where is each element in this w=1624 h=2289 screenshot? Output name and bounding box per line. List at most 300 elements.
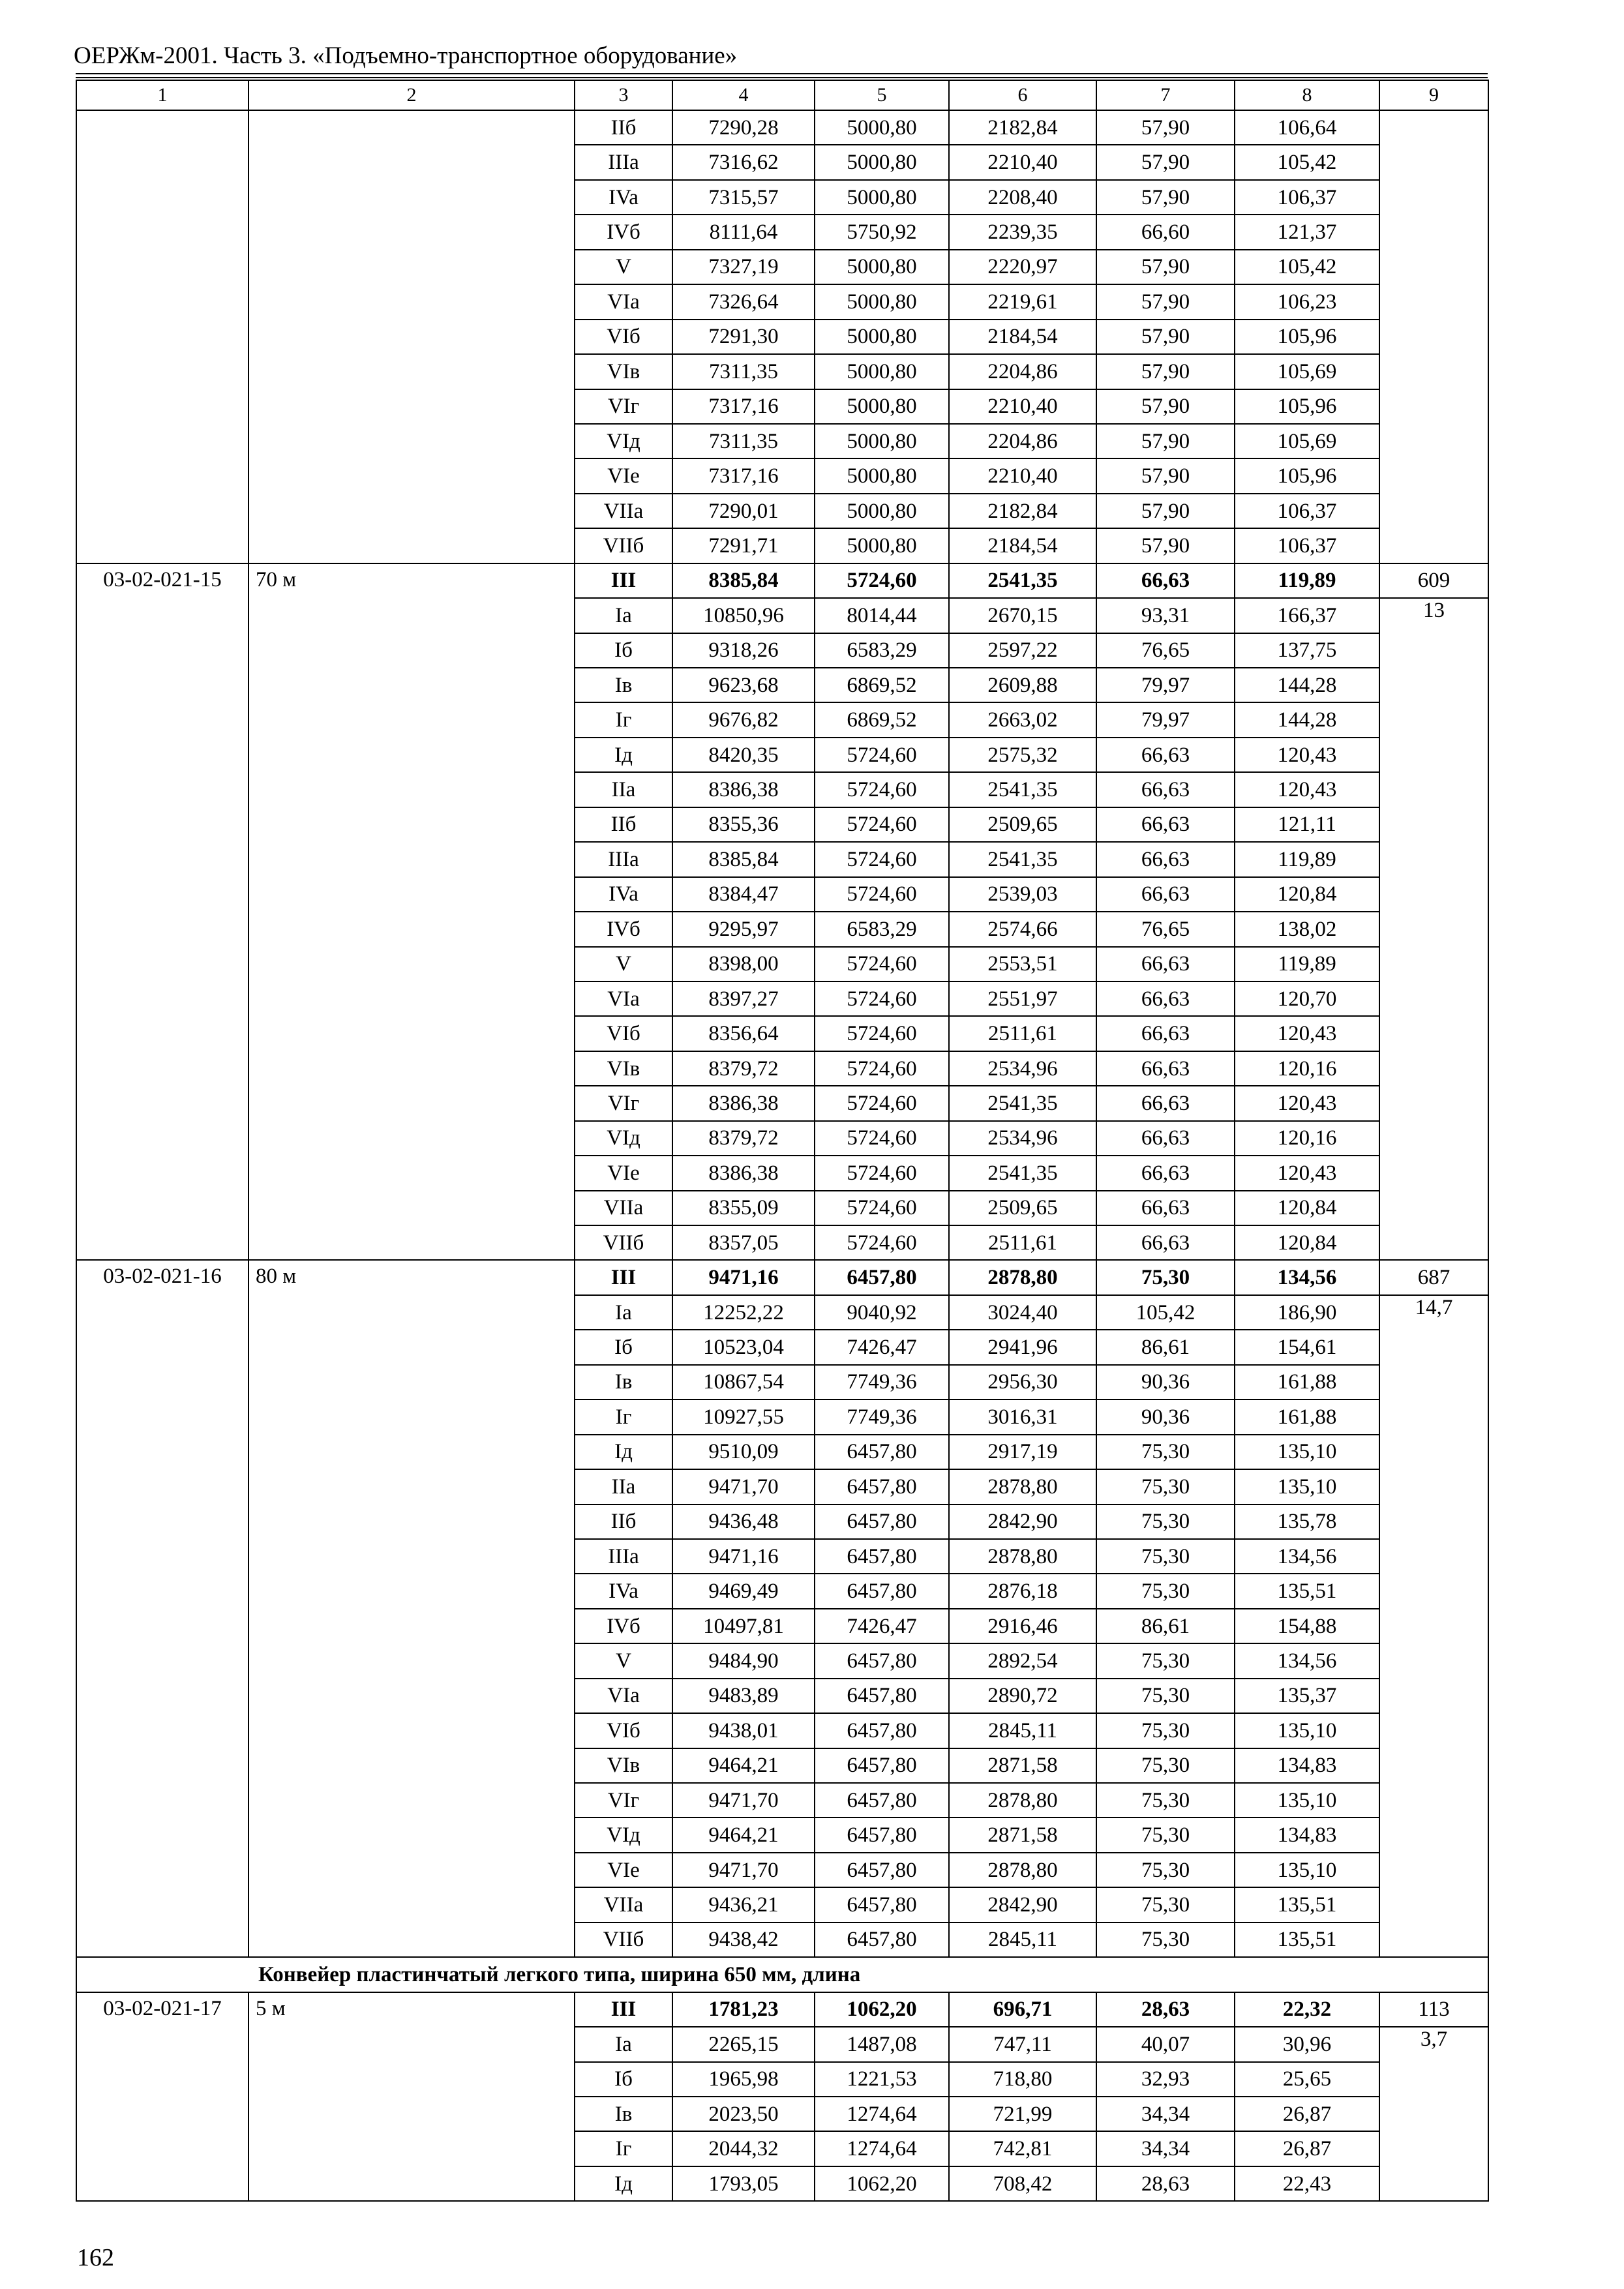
materials: 134,83 — [1235, 1748, 1379, 1783]
total-cost: 9318,26 — [672, 633, 815, 668]
materials: 135,10 — [1235, 1713, 1379, 1748]
total-cost: 7290,28 — [672, 110, 815, 145]
zone-code: Iд — [575, 738, 672, 772]
wages: 5724,60 — [815, 563, 949, 598]
zone-code: Ia — [575, 1295, 672, 1330]
machine-cost: 3016,31 — [949, 1399, 1096, 1434]
wages: 6457,80 — [815, 1748, 949, 1783]
wages: 6869,52 — [815, 668, 949, 702]
machine-cost: 2892,54 — [949, 1643, 1096, 1678]
driver-wages: 93,31 — [1096, 598, 1235, 633]
total-cost: 9436,21 — [672, 1887, 815, 1922]
machine-cost: 2541,35 — [949, 1156, 1096, 1190]
wages: 1221,53 — [815, 2062, 949, 2097]
materials: 120,43 — [1235, 1016, 1379, 1051]
materials: 166,37 — [1235, 598, 1379, 633]
driver-wages: 66,63 — [1096, 1121, 1235, 1156]
wages: 6457,80 — [815, 1679, 949, 1713]
wages: 6457,80 — [815, 1435, 949, 1469]
materials: 154,88 — [1235, 1609, 1379, 1643]
machine-cost: 2220,97 — [949, 250, 1096, 284]
total-cost: 9295,97 — [672, 912, 815, 946]
wages: 6457,80 — [815, 1887, 949, 1922]
header-rule — [76, 73, 1488, 74]
zone-code: VIб — [575, 1016, 672, 1051]
machine-hours: 14,7 — [1379, 1295, 1488, 1957]
total-cost: 9510,09 — [672, 1435, 815, 1469]
machine-cost: 2210,40 — [949, 389, 1096, 424]
zone-code: IVб — [575, 912, 672, 946]
wages: 9040,92 — [815, 1295, 949, 1330]
materials: 137,75 — [1235, 633, 1379, 668]
column-number: 5 — [815, 80, 949, 110]
total-cost: 7327,19 — [672, 250, 815, 284]
driver-wages: 66,63 — [1096, 981, 1235, 1016]
zone-code: VIв — [575, 1748, 672, 1783]
wages: 5750,92 — [815, 215, 949, 249]
zone-code: Iг — [575, 2131, 672, 2166]
zone-code: VIг — [575, 1783, 672, 1818]
driver-wages: 76,65 — [1096, 633, 1235, 668]
materials: 119,89 — [1235, 563, 1379, 598]
total-cost: 2023,50 — [672, 2097, 815, 2131]
zone-code: IIб — [575, 1504, 672, 1539]
materials: 135,10 — [1235, 1435, 1379, 1469]
wages: 8014,44 — [815, 598, 949, 633]
wages: 1062,20 — [815, 1992, 949, 2027]
total-cost: 7291,30 — [672, 320, 815, 354]
wages: 5724,60 — [815, 981, 949, 1016]
materials: 161,88 — [1235, 1365, 1379, 1399]
table-row — [76, 110, 1488, 145]
driver-wages: 75,30 — [1096, 1574, 1235, 1608]
materials: 105,69 — [1235, 424, 1379, 458]
driver-wages: 28,63 — [1096, 1992, 1235, 2027]
wages: 5724,60 — [815, 807, 949, 842]
materials: 105,69 — [1235, 354, 1379, 389]
machine-cost: 2574,66 — [949, 912, 1096, 946]
total-cost: 7317,16 — [672, 458, 815, 493]
zone-code: VIд — [575, 1121, 672, 1156]
zone-code: Iв — [575, 2097, 672, 2131]
driver-wages: 86,61 — [1096, 1330, 1235, 1364]
machine-cost: 2878,80 — [949, 1539, 1096, 1574]
empty-cell — [1379, 110, 1488, 563]
total-cost: 7311,35 — [672, 354, 815, 389]
rate-code: 03-02-021-17 — [76, 1992, 248, 2202]
materials: 121,11 — [1235, 807, 1379, 842]
table-body — [76, 80, 1488, 2201]
zone-code: IIa — [575, 1469, 672, 1504]
wages: 1062,20 — [815, 2166, 949, 2201]
zone-code: Ia — [575, 2027, 672, 2061]
machine-cost: 721,99 — [949, 2097, 1096, 2131]
zone-code: IIIa — [575, 145, 672, 179]
machine-cost: 3024,40 — [949, 1295, 1096, 1330]
materials: 120,70 — [1235, 981, 1379, 1016]
materials: 121,37 — [1235, 215, 1379, 249]
driver-wages: 66,63 — [1096, 842, 1235, 876]
table-row — [76, 1992, 1488, 2027]
materials: 25,65 — [1235, 2062, 1379, 2097]
driver-wages: 66,63 — [1096, 1225, 1235, 1260]
total-cost: 9483,89 — [672, 1679, 815, 1713]
machine-cost: 2878,80 — [949, 1853, 1096, 1887]
machine-cost: 2553,51 — [949, 947, 1096, 981]
wages: 1487,08 — [815, 2027, 949, 2061]
machine-cost: 2941,96 — [949, 1330, 1096, 1364]
rate-code — [76, 110, 248, 563]
zone-code: IIб — [575, 110, 672, 145]
driver-wages: 75,30 — [1096, 1748, 1235, 1783]
driver-wages: 75,30 — [1096, 1783, 1235, 1818]
machine-cost: 2609,88 — [949, 668, 1096, 702]
driver-wages: 75,30 — [1096, 1643, 1235, 1678]
driver-wages: 34,34 — [1096, 2131, 1235, 2166]
zone-code: IIa — [575, 772, 672, 807]
wages: 5724,60 — [815, 1016, 949, 1051]
materials: 106,37 — [1235, 180, 1379, 215]
wages: 5724,60 — [815, 1121, 949, 1156]
column-number: 3 — [575, 80, 672, 110]
wages: 6457,80 — [815, 1713, 949, 1748]
driver-wages: 75,30 — [1096, 1922, 1235, 1957]
driver-wages: 57,90 — [1096, 494, 1235, 528]
wages: 6583,29 — [815, 633, 949, 668]
materials: 106,64 — [1235, 110, 1379, 145]
materials: 105,96 — [1235, 320, 1379, 354]
rate-code: 03-02-021-15 — [76, 563, 248, 1261]
labor-hours: 609 — [1379, 563, 1488, 598]
total-cost: 9469,49 — [672, 1574, 815, 1608]
wages: 6457,80 — [815, 1469, 949, 1504]
machine-cost: 2509,65 — [949, 807, 1096, 842]
total-cost: 9471,16 — [672, 1260, 815, 1294]
machine-cost: 2917,19 — [949, 1435, 1096, 1469]
zone-code: IIIa — [575, 842, 672, 876]
zone-code: VIIб — [575, 528, 672, 563]
driver-wages: 79,97 — [1096, 702, 1235, 737]
machine-cost: 2541,35 — [949, 1086, 1096, 1120]
machine-cost: 2239,35 — [949, 215, 1096, 249]
zone-code: III — [575, 1992, 672, 2027]
zone-code: VIIa — [575, 494, 672, 528]
zone-code: III — [575, 1260, 672, 1294]
materials: 120,84 — [1235, 1225, 1379, 1260]
materials: 144,28 — [1235, 702, 1379, 737]
driver-wages: 66,63 — [1096, 1156, 1235, 1190]
materials: 135,51 — [1235, 1574, 1379, 1608]
machine-cost: 2876,18 — [949, 1574, 1096, 1608]
driver-wages: 57,90 — [1096, 250, 1235, 284]
zone-code: Iб — [575, 1330, 672, 1364]
driver-wages: 90,36 — [1096, 1399, 1235, 1434]
total-cost: 12252,22 — [672, 1295, 815, 1330]
machine-cost: 2182,84 — [949, 494, 1096, 528]
machine-cost: 2204,86 — [949, 354, 1096, 389]
labor-hours: 687 — [1379, 1260, 1488, 1294]
zone-code: VIб — [575, 1713, 672, 1748]
machine-cost: 2511,61 — [949, 1225, 1096, 1260]
materials: 106,37 — [1235, 494, 1379, 528]
driver-wages: 66,63 — [1096, 807, 1235, 842]
column-number: 1 — [76, 80, 248, 110]
zone-code: IVб — [575, 215, 672, 249]
driver-wages: 57,90 — [1096, 354, 1235, 389]
materials: 154,61 — [1235, 1330, 1379, 1364]
materials: 26,87 — [1235, 2097, 1379, 2131]
driver-wages: 75,30 — [1096, 1818, 1235, 1852]
total-cost: 10867,54 — [672, 1365, 815, 1399]
total-cost: 8385,84 — [672, 842, 815, 876]
wages: 5724,60 — [815, 772, 949, 807]
machine-cost: 2845,11 — [949, 1922, 1096, 1957]
driver-wages: 57,90 — [1096, 284, 1235, 319]
wages: 5000,80 — [815, 494, 949, 528]
machine-cost: 2956,30 — [949, 1365, 1096, 1399]
zone-code: VIб — [575, 320, 672, 354]
total-cost: 10850,96 — [672, 598, 815, 633]
wages: 5000,80 — [815, 250, 949, 284]
header-rule — [76, 77, 1488, 78]
total-cost: 7290,01 — [672, 494, 815, 528]
document-header: ОЕРЖм-2001. Часть 3. «Подъемно-транспортное оборудование» — [74, 42, 738, 69]
driver-wages: 66,63 — [1096, 877, 1235, 912]
machine-cost: 2916,46 — [949, 1609, 1096, 1643]
zone-code: VIIa — [575, 1191, 672, 1225]
driver-wages: 75,30 — [1096, 1713, 1235, 1748]
total-cost: 9676,82 — [672, 702, 815, 737]
machine-cost: 2541,35 — [949, 563, 1096, 598]
wages: 6457,80 — [815, 1922, 949, 1957]
driver-wages: 66,63 — [1096, 1051, 1235, 1086]
materials: 135,78 — [1235, 1504, 1379, 1539]
materials: 105,42 — [1235, 250, 1379, 284]
zone-code: IIб — [575, 807, 672, 842]
total-cost: 2044,32 — [672, 2131, 815, 2166]
wages: 5000,80 — [815, 354, 949, 389]
zone-code: Iв — [575, 1365, 672, 1399]
materials: 120,43 — [1235, 738, 1379, 772]
machine-cost: 2842,90 — [949, 1504, 1096, 1539]
driver-wages: 40,07 — [1096, 2027, 1235, 2061]
wages: 6457,80 — [815, 1539, 949, 1574]
driver-wages: 57,90 — [1096, 320, 1235, 354]
driver-wages: 66,60 — [1096, 215, 1235, 249]
total-cost: 8420,35 — [672, 738, 815, 772]
driver-wages: 57,90 — [1096, 424, 1235, 458]
driver-wages: 86,61 — [1096, 1609, 1235, 1643]
zone-code: VIe — [575, 1853, 672, 1887]
total-cost: 8379,72 — [672, 1121, 815, 1156]
materials: 134,83 — [1235, 1818, 1379, 1852]
materials: 26,87 — [1235, 2131, 1379, 2166]
driver-wages: 66,63 — [1096, 947, 1235, 981]
wages: 5724,60 — [815, 947, 949, 981]
driver-wages: 75,30 — [1096, 1679, 1235, 1713]
machine-cost: 2184,54 — [949, 320, 1096, 354]
zone-code: VIe — [575, 1156, 672, 1190]
machine-cost: 718,80 — [949, 2062, 1096, 2097]
total-cost: 10523,04 — [672, 1330, 815, 1364]
wages: 6457,80 — [815, 1853, 949, 1887]
materials: 105,96 — [1235, 389, 1379, 424]
zone-code: VIe — [575, 458, 672, 493]
machine-cost: 2551,97 — [949, 981, 1096, 1016]
materials: 120,16 — [1235, 1121, 1379, 1156]
total-cost: 9436,48 — [672, 1504, 815, 1539]
materials: 120,43 — [1235, 1086, 1379, 1120]
wages: 7426,47 — [815, 1330, 949, 1364]
wages: 5724,60 — [815, 1051, 949, 1086]
zone-code: IVa — [575, 877, 672, 912]
machine-cost: 747,11 — [949, 2027, 1096, 2061]
materials: 119,89 — [1235, 947, 1379, 981]
wages: 6457,80 — [815, 1260, 949, 1294]
section-title: Конвейер пластинчатый легкого типа, ширина 650 мм, длина — [76, 1957, 1488, 1992]
materials: 22,32 — [1235, 1992, 1379, 2027]
materials: 134,56 — [1235, 1643, 1379, 1678]
driver-wages: 75,30 — [1096, 1435, 1235, 1469]
total-cost: 8398,00 — [672, 947, 815, 981]
page-number: 162 — [77, 2244, 114, 2271]
machine-cost: 2210,40 — [949, 458, 1096, 493]
machine-cost: 2184,54 — [949, 528, 1096, 563]
driver-wages: 66,63 — [1096, 772, 1235, 807]
total-cost: 9623,68 — [672, 668, 815, 702]
materials: 120,84 — [1235, 877, 1379, 912]
driver-wages: 57,90 — [1096, 528, 1235, 563]
driver-wages: 57,90 — [1096, 110, 1235, 145]
zone-code: Iг — [575, 1399, 672, 1434]
zone-code: VIIб — [575, 1922, 672, 1957]
driver-wages: 75,30 — [1096, 1469, 1235, 1504]
driver-wages: 66,63 — [1096, 1016, 1235, 1051]
materials: 120,16 — [1235, 1051, 1379, 1086]
wages: 5724,60 — [815, 1191, 949, 1225]
wages: 5000,80 — [815, 145, 949, 179]
length-label: 5 м — [248, 1992, 575, 2202]
wages: 5724,60 — [815, 842, 949, 876]
total-cost: 7311,35 — [672, 424, 815, 458]
wages: 1274,64 — [815, 2097, 949, 2131]
table-row — [76, 1260, 1488, 1294]
materials: 134,56 — [1235, 1539, 1379, 1574]
column-numbers-row — [76, 80, 1488, 110]
total-cost: 8397,27 — [672, 981, 815, 1016]
driver-wages: 57,90 — [1096, 145, 1235, 179]
column-number: 4 — [672, 80, 815, 110]
total-cost: 9464,21 — [672, 1818, 815, 1852]
zone-code: VIa — [575, 1679, 672, 1713]
wages: 7749,36 — [815, 1399, 949, 1434]
driver-wages: 28,63 — [1096, 2166, 1235, 2201]
machine-cost: 2878,80 — [949, 1260, 1096, 1294]
total-cost: 7326,64 — [672, 284, 815, 319]
materials: 144,28 — [1235, 668, 1379, 702]
materials: 135,10 — [1235, 1853, 1379, 1887]
zone-code: Iв — [575, 668, 672, 702]
zone-code: VIa — [575, 284, 672, 319]
machine-cost: 2842,90 — [949, 1887, 1096, 1922]
materials: 134,56 — [1235, 1260, 1379, 1294]
wages: 5000,80 — [815, 284, 949, 319]
zone-code: VIг — [575, 1086, 672, 1120]
total-cost: 1965,98 — [672, 2062, 815, 2097]
total-cost: 7315,57 — [672, 180, 815, 215]
wages: 6457,80 — [815, 1818, 949, 1852]
materials: 120,43 — [1235, 772, 1379, 807]
zone-code: Iд — [575, 1435, 672, 1469]
machine-cost: 2597,22 — [949, 633, 1096, 668]
zone-code: VIIб — [575, 1225, 672, 1260]
wages: 5000,80 — [815, 424, 949, 458]
machine-cost: 2208,40 — [949, 180, 1096, 215]
column-number: 2 — [248, 80, 575, 110]
wages: 5724,60 — [815, 1086, 949, 1120]
materials: 186,90 — [1235, 1295, 1379, 1330]
driver-wages: 57,90 — [1096, 389, 1235, 424]
labor-hours: 113 — [1379, 1992, 1488, 2027]
zone-code: V — [575, 1643, 672, 1678]
driver-wages: 32,93 — [1096, 2062, 1235, 2097]
driver-wages: 90,36 — [1096, 1365, 1235, 1399]
total-cost: 9471,70 — [672, 1783, 815, 1818]
total-cost: 7291,71 — [672, 528, 815, 563]
length-label — [248, 110, 575, 563]
materials: 30,96 — [1235, 2027, 1379, 2061]
wages: 5724,60 — [815, 1156, 949, 1190]
wages: 5000,80 — [815, 528, 949, 563]
zone-code: Iг — [575, 702, 672, 737]
machine-cost: 2182,84 — [949, 110, 1096, 145]
zone-code: VIIa — [575, 1887, 672, 1922]
wages: 6457,80 — [815, 1574, 949, 1608]
machine-cost: 2541,35 — [949, 772, 1096, 807]
length-label: 70 м — [248, 563, 575, 1261]
materials: 135,51 — [1235, 1922, 1379, 1957]
materials: 135,10 — [1235, 1783, 1379, 1818]
machine-cost: 2509,65 — [949, 1191, 1096, 1225]
driver-wages: 75,30 — [1096, 1260, 1235, 1294]
zone-code: III — [575, 563, 672, 598]
total-cost: 8356,64 — [672, 1016, 815, 1051]
total-cost: 10927,55 — [672, 1399, 815, 1434]
column-number: 8 — [1235, 80, 1379, 110]
rate-code: 03-02-021-16 — [76, 1260, 248, 1957]
zone-code: VIв — [575, 1051, 672, 1086]
total-cost: 9438,42 — [672, 1922, 815, 1957]
driver-wages: 75,30 — [1096, 1539, 1235, 1574]
machine-cost: 2871,58 — [949, 1818, 1096, 1852]
wages: 5000,80 — [815, 458, 949, 493]
total-cost: 8386,38 — [672, 772, 815, 807]
total-cost: 9471,70 — [672, 1853, 815, 1887]
total-cost: 9464,21 — [672, 1748, 815, 1783]
materials: 106,37 — [1235, 528, 1379, 563]
materials: 135,51 — [1235, 1887, 1379, 1922]
column-number: 9 — [1379, 80, 1488, 110]
machine-hours: 13 — [1379, 598, 1488, 1260]
total-cost: 9484,90 — [672, 1643, 815, 1678]
driver-wages: 66,63 — [1096, 563, 1235, 598]
machine-cost: 2890,72 — [949, 1679, 1096, 1713]
total-cost: 1793,05 — [672, 2166, 815, 2201]
machine-cost: 2539,03 — [949, 877, 1096, 912]
machine-cost: 2878,80 — [949, 1783, 1096, 1818]
total-cost: 8385,84 — [672, 563, 815, 598]
wages: 5000,80 — [815, 180, 949, 215]
